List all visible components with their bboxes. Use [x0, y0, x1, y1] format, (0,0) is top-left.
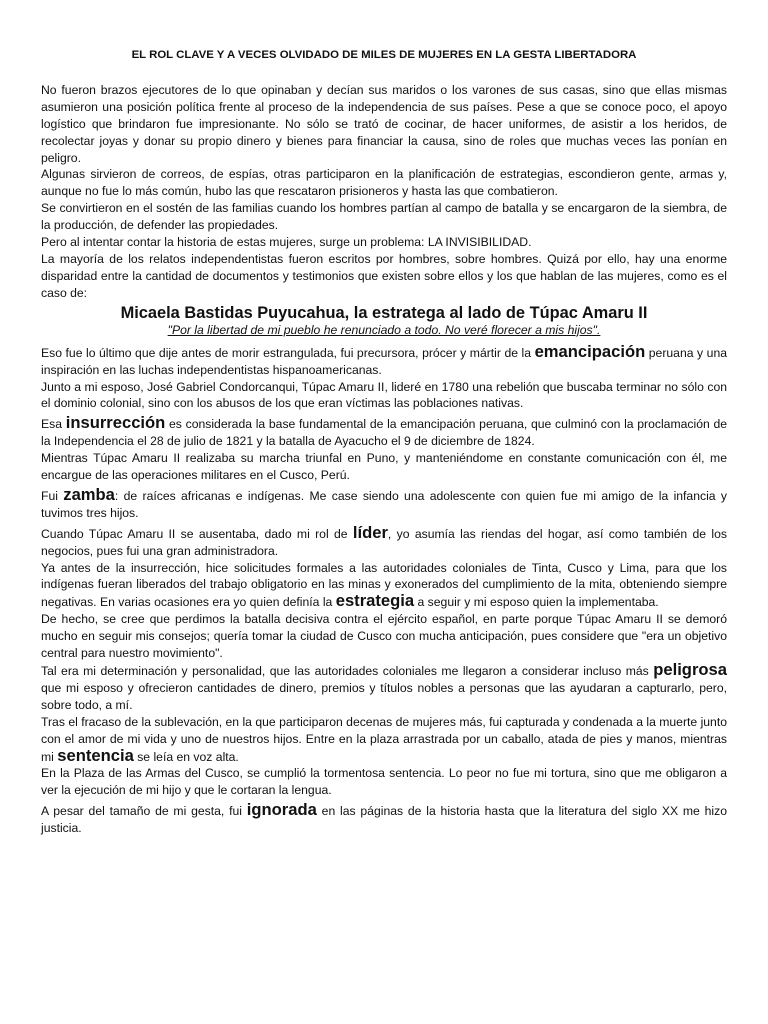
text-run: peruana y una inspiración en las luchas independentistas hispanoamericanas. — [41, 345, 727, 377]
text-run: Tras el fracaso de la sublevación, en la que participaron decenas de mujeres más, fui capturada y condenada a la muerte junto con el amor de mi vida y uno de nuestros hijos. Entre en la plaza arrastrada por un caballo, atada de pies y manos, mientras mi — [41, 714, 727, 764]
story-paragraph-7 — [41, 560, 727, 612]
keyword-zamba: zamba — [63, 484, 115, 504]
story-paragraph-11: En la Plaza de las Armas del Cusco, se cumplió la tormentosa sentencia. Lo peor no fue mi tortura, sino que me obligaron a ver la ejecución de mi hijo y que le cortaran la lengua. — [41, 766, 727, 798]
text-run: en las páginas de la historia hasta que la literatura del siglo XX me hizo justicia. — [41, 804, 727, 836]
story-paragraph-3 — [41, 415, 727, 450]
story-paragraph-2: Junto a mi esposo, José Gabriel Condorcanqui, Túpac Amaru II, lideré en 1780 una rebelión que buscaba terminar no sólo con el dominio colonial, sino con los abusos de los que eran víctimas las poblaciones nativas. — [41, 379, 727, 411]
text-run: Esa — [41, 417, 66, 432]
keyword-peligrosa: peligrosa — [653, 660, 727, 679]
story-paragraph-4: Mientras Túpac Amaru II realizaba su marcha triunfal en Puno, y manteniéndome en constante comunicación con él, me encargue de las operaciones militares en el Cusco, Perú. — [41, 451, 727, 483]
text-run: que mi esposo y ofrecieron cantidades de dinero, premios y títulos nobles a personas que las ayudaran a capturarlo, pero, sobre todo, a mí. — [41, 680, 727, 712]
text-run: Fui — [41, 488, 64, 503]
story-paragraph-5 — [41, 484, 727, 522]
text-run: Ya antes de la insurrección, hice solicitudes formales a las autoridades coloniales de Tinta, Cusco y Lima, para que los indígenas fueran liberados del trabajo obligatorio en las minas y exonerados del cumplimiento de la mita, obteniendo siempre negativas. En varias ocasiones era yo quien definía la — [41, 560, 727, 610]
intro-paragraph-5: La mayoría de los relatos independentistas fueron escritos por hombres, sobre hombres. Quizá por ello, hay una enorme disparidad entre la cantidad de documentos y testimonios que existen sobre ellos y los que hablan de las mujeres, como es el caso de: — [41, 251, 727, 300]
story-paragraph-9 — [41, 662, 727, 714]
document-title: EL ROL CLAVE Y A VECES OLVIDADO DE MILES DE MUJERES EN LA GESTA LIBERTADORA — [131, 49, 637, 61]
keyword-lider: líder — [352, 522, 388, 542]
keyword-estrategia: estrategia — [335, 591, 415, 611]
intro-paragraph-2: Algunas sirvieron de correos, de espías, otras participaron en la planificación de estrategias, escondieron gente, armas y, aunque no fue lo más común, hubo las que rescataron prisioneros y hasta las que combatieron. — [41, 167, 727, 199]
text-run: se leía en voz alta. — [133, 749, 239, 764]
intro-paragraph-1: No fueron brazos ejecutores de lo que opinaban y decían sus maridos o los varones de sus casas, sino que ellas mismas asumieron una posición política frente al proceso de la independencia de sus países. Pese a que se conoce poco, el apoyo logístico que brindaron fue impresionante. No sólo se trató de cocinar, de hacer uniformes, de asistir a los heridos, de recolectar joyas y donar su propio dinero y bienes para financiar la causa, sino de roles que muchas veces las ponían en peligro. — [41, 82, 727, 165]
story-paragraph-10 — [41, 714, 727, 766]
intro-paragraph-4: Pero al intentar contar la historia de estas mujeres, surge un problema: LA INVISIBILIDAD. — [41, 235, 532, 250]
keyword-sentencia: sentencia — [57, 745, 134, 765]
intro-paragraph-3: Se convirtieron en el sostén de las familias cuando los hombres partían al campo de batalla y se encargaron de la siembra, de la producción, de defender las propiedades. — [41, 201, 727, 233]
document-page — [41, 47, 727, 837]
keyword-insurreccion: insurrección — [65, 413, 166, 433]
text-run: , yo asumía las riendas del hogar, así como también de los negocios, pues fui una gran administradora. — [41, 526, 727, 558]
text-run: Eso fue lo último que dije antes de morir estrangulada, fui precursora, prócer y mártir de la — [41, 345, 535, 360]
story-paragraph-1 — [41, 341, 727, 379]
text-run: Tal era mi determinación y personalidad, que las autoridades coloniales me llegaron a considerar incluso más — [41, 664, 654, 678]
text-run: A pesar del tamaño de mi gesta, fui — [41, 804, 247, 819]
keyword-emancipacion: emancipación — [534, 341, 646, 361]
keyword-ignorada: ignorada — [246, 800, 317, 820]
text-run: es considerada la base fundamental de la emancipación peruana, que culminó con la proclamación de la Independencia el 28 de julio de 1821 y la batalla de Ayacucho el 9 de diciembre de 1824. — [41, 417, 728, 449]
section-heading: Micaela Bastidas Puyucahua, la estratega al lado de Túpac Amaru II — [120, 303, 648, 322]
epigraph-quote: "Por la libertad de mi pueblo he renunciado a todo. No veré florecer a mis hijos". — [167, 322, 601, 337]
text-run: a seguir y mi esposo quien la implementaba. — [414, 595, 659, 610]
story-paragraph-6 — [41, 522, 727, 560]
text-run: : de raíces africanas e indígenas. Me case siendo una adolescente con quien fue mi amigo de la infancia y tuvimos tres hijos. — [41, 488, 727, 520]
text-run: Cuando Túpac Amaru II se ausentaba, dado mi rol de — [41, 526, 353, 541]
story-paragraph-8: De hecho, se cree que perdimos la batalla decisiva contra el ejército español, en parte porque Túpac Amaru II se demoró mucho en seguir mis consejos; quería tomar la ciudad de Cusco con mucha anticipación, pues considere que "era un objetivo central para nuestro movimiento". — [41, 612, 727, 661]
story-paragraph-12 — [41, 802, 727, 837]
